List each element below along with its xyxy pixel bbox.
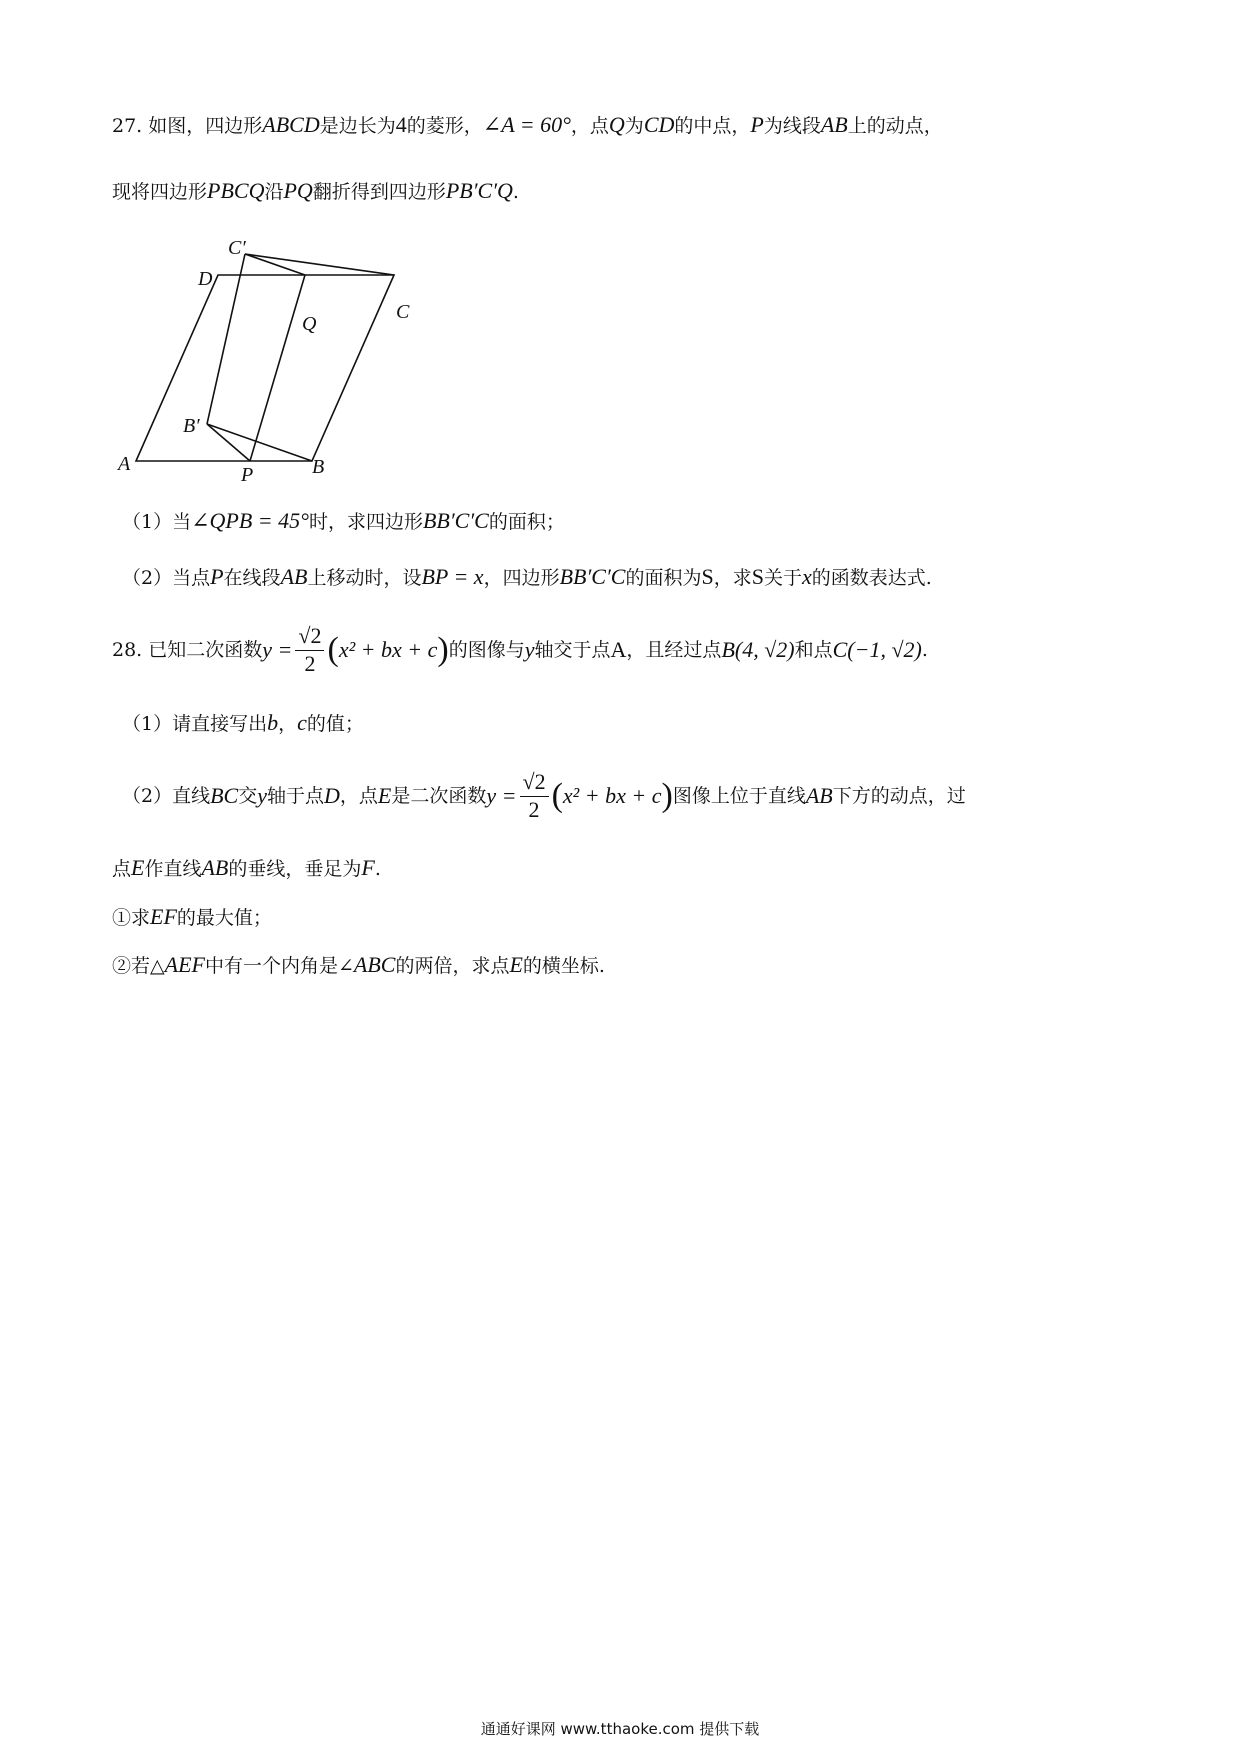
text: 的两倍，求点: [395, 955, 510, 977]
text: 的中点，: [674, 115, 751, 137]
text: 如图，四边形: [148, 115, 263, 137]
math: S: [701, 564, 714, 589]
math: ABCD: [262, 112, 320, 137]
math: AB: [280, 564, 308, 589]
text: （1）当: [122, 511, 192, 533]
q28-circle2: [112, 952, 605, 979]
text: 图像上位于直线: [672, 785, 806, 807]
text: 的菱形，: [406, 115, 483, 137]
q27-sub2: [122, 564, 932, 591]
text: 翻折得到四边形: [312, 181, 446, 203]
math: A: [610, 637, 627, 662]
text: .: [921, 639, 928, 661]
math: PQ: [283, 178, 313, 203]
label-c-prime: C′: [228, 237, 246, 259]
math: ABC: [353, 952, 396, 977]
math: x² + bx + c: [562, 783, 662, 808]
math: P: [210, 564, 224, 589]
text: 现将四边形: [112, 181, 208, 203]
q27-line2: [112, 178, 519, 205]
math: ∠A = 60°: [482, 112, 571, 137]
fraction-denominator: 2: [528, 797, 540, 822]
text: 在线段: [223, 567, 281, 589]
q28-sub2-line1: [122, 766, 966, 826]
text: 中有一个内角是∠: [204, 955, 354, 977]
fraction: [295, 623, 324, 677]
math: D: [324, 783, 340, 808]
q28-line1: [112, 620, 928, 680]
math: AB: [820, 112, 848, 137]
q27-sub1: [122, 508, 565, 535]
math: E: [377, 783, 392, 808]
q28-circle1: [112, 904, 272, 931]
text: ，: [278, 713, 298, 735]
q27-number: 27.: [112, 115, 143, 137]
math: ∠QPB = 45°: [191, 508, 309, 533]
q28-number: 28.: [112, 639, 143, 661]
text: 的面积；: [488, 511, 565, 533]
math: E: [131, 855, 145, 880]
fraction-numerator: √2: [520, 769, 549, 797]
math: EF: [150, 904, 177, 929]
segment-c-prime-q: [245, 254, 305, 275]
text: 的值；: [306, 713, 364, 735]
math: C(−1, √2): [832, 637, 922, 662]
math: S: [751, 564, 764, 589]
text: 交: [238, 785, 258, 807]
text: ，点: [570, 115, 609, 137]
text: 的图像与: [448, 639, 525, 661]
text: 是二次函数: [391, 785, 487, 807]
text: 已知二次函数: [148, 639, 263, 661]
text: 沿: [264, 181, 284, 203]
text: （1）请直接写出: [122, 713, 268, 735]
math: y: [257, 783, 267, 808]
text: .: [374, 858, 381, 880]
text: 和点: [794, 639, 833, 661]
math: AB: [201, 855, 229, 880]
math: AB: [805, 783, 833, 808]
rhombus-abcd: [136, 275, 394, 461]
math: PBCQ: [207, 178, 265, 203]
text: （2）直线: [122, 785, 211, 807]
text: ②若△: [112, 955, 165, 977]
paren: (: [327, 631, 339, 668]
math: y =: [486, 783, 517, 808]
math: BB′C′C: [559, 564, 626, 589]
text: 上的动点，: [847, 115, 943, 137]
text: 关于: [763, 567, 802, 589]
text: 上移动时，设: [307, 567, 422, 589]
text: ，求: [713, 567, 752, 589]
text: 轴于点: [267, 785, 325, 807]
page-footer: 通通好课网 www.tthaoke.com 提供下载: [480, 1720, 760, 1738]
q28-sub1: [122, 710, 364, 737]
math: x² + bx + c: [338, 637, 438, 662]
segment-c-prime-b-prime: [207, 254, 245, 424]
label-d: D: [198, 268, 213, 290]
segment-c-prime-c: [245, 254, 394, 275]
math: y: [524, 637, 535, 662]
paren: ): [437, 631, 449, 668]
math: b: [267, 710, 279, 735]
math: y =: [262, 637, 293, 662]
text: ，四边形: [483, 567, 560, 589]
math: 4: [395, 112, 407, 137]
text: 作直线: [144, 858, 202, 880]
math: PB′C′Q: [445, 178, 513, 203]
label-c: C: [396, 301, 410, 323]
math: CD: [643, 112, 675, 137]
math: AEF: [164, 952, 205, 977]
math: BB′C′C: [422, 508, 489, 533]
text: .: [512, 181, 519, 203]
text: ，点: [339, 785, 378, 807]
rhombus-figure: [100, 228, 440, 488]
label-a: A: [118, 453, 131, 475]
text: 的横坐标.: [522, 955, 605, 977]
math: P: [750, 112, 764, 137]
text: 下方的动点，过: [832, 785, 966, 807]
paren: ): [661, 777, 673, 814]
fraction: [520, 769, 549, 823]
segment-b-prime-p: [207, 424, 250, 461]
text: 时，求四边形: [308, 511, 423, 533]
text: ①求: [112, 907, 151, 929]
text: 的面积为: [625, 567, 702, 589]
text: 的函数表达式.: [811, 567, 932, 589]
text: 的垂线，垂足为: [228, 858, 362, 880]
label-q: Q: [302, 313, 317, 335]
fraction-numerator: √2: [295, 623, 324, 651]
segment-q-p: [250, 275, 305, 461]
math: B(4, √2): [721, 637, 795, 662]
text: 是边长为: [319, 115, 396, 137]
text: 的最大值；: [176, 907, 272, 929]
fraction-denominator: 2: [304, 651, 316, 676]
label-p: P: [241, 464, 254, 486]
text: （2）当点: [122, 567, 211, 589]
label-b-prime: B′: [183, 415, 200, 437]
q28-sub2-line2: [112, 855, 381, 882]
q27-line1: [112, 112, 943, 139]
math: F: [361, 855, 375, 880]
text: 为线段: [763, 115, 821, 137]
paren: (: [551, 777, 563, 814]
label-b: B: [312, 456, 325, 478]
text: 点: [112, 858, 132, 880]
text: ，且经过点: [626, 639, 722, 661]
text: 轴交于点: [534, 639, 611, 661]
text: 为: [624, 115, 644, 137]
math: BC: [210, 783, 239, 808]
math: x: [801, 564, 812, 589]
math: c: [297, 710, 307, 735]
math: Q: [608, 112, 625, 137]
math: E: [509, 952, 523, 977]
math: BP = x: [421, 564, 484, 589]
